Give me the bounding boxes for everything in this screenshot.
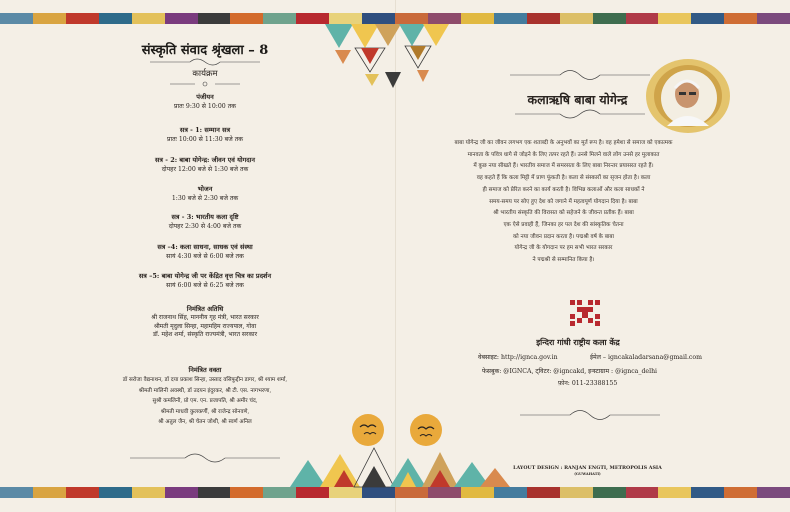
stripe-segment (593, 13, 626, 24)
registration-time: प्रातः 9:30 से 10:00 तक (174, 103, 236, 110)
stripe-segment (132, 487, 165, 498)
stripe-segment (329, 487, 362, 498)
bio-line: को नया जीवन प्रदान करता है। पद्मश्री वर्ष के बाबा (513, 233, 614, 240)
stripe-segment (329, 13, 362, 24)
bio-line: वह कहते हैं कि कला मिट्टी में प्राण फूंकती है। कला से संस्कारों का सृजन होता है। कला (476, 175, 651, 182)
stripe-segment (461, 487, 494, 498)
guest-line: श्रीमती मृदुला सिन्हा, महामहिम राज्यपाल, गोवा (153, 322, 257, 330)
speaker-line: सुश्री कमलिनी, प्रो एम. एन. प्रजापति, श्री अमीर चंद, (152, 398, 258, 404)
stripe-segment (527, 487, 560, 498)
stripe-segment (494, 487, 527, 498)
speakers-heading: निमंत्रित वक्ता (188, 366, 222, 374)
session-label: सत्र –5: बाबा योगेन्द्र जी पर केंद्रित वृत्त चित्र का प्रदर्शन (138, 272, 272, 280)
layout-credit-place: (GUWAHATI) (574, 472, 601, 476)
session-time: 1:30 बजे से 2:30 बजे तक (171, 195, 239, 202)
session-1 (95, 126, 315, 144)
triangle-pattern-top (325, 24, 455, 104)
stripe-segment (428, 13, 461, 24)
stripe-segment (132, 13, 165, 24)
bottom-stripe-border (0, 487, 790, 498)
stripe-segment (165, 13, 198, 24)
stripe-segment (626, 13, 659, 24)
session-time: सायं 6:00 बजे से 6:25 बजे तक (166, 282, 244, 289)
stripe-segment (527, 13, 560, 24)
program-heading: कार्यक्रम (192, 69, 218, 79)
session-2 (95, 156, 315, 174)
triangle-pattern-bottom (290, 440, 510, 487)
stripe-segment (230, 487, 263, 498)
bio-line: मानवता के पवित्र धागे से जोड़ने के लिए तत्पर रहते हैं। उनसे मिलने वाले लोग उनसे हर मुलाकात (467, 151, 660, 158)
stripe-segment (658, 13, 691, 24)
stripe-segment (658, 487, 691, 498)
right-bottom-ornament (520, 408, 660, 422)
speaker-line: श्रीमती माधवी कुलकर्णी, श्री राजेन्द्र सोनवणे, (160, 408, 250, 415)
stripe-segment (33, 487, 66, 498)
title-ornament (150, 57, 260, 67)
session-label: सत्र - 2: बाबा योगेन्द्र: जीवन एवं योगदान (155, 156, 255, 164)
title-ornament-bottom (515, 108, 645, 120)
phone-number: फ़ोन: 011-23388155 (558, 380, 618, 387)
stripe-segment (691, 487, 724, 498)
session-3 (95, 213, 315, 231)
guest-line: डॉ. महेश शर्मा, संस्कृति राज्यमंत्री, भारत सरकार (152, 331, 258, 338)
artist-name-title: कलाऋषि बाबा योगेन्द्र (527, 92, 628, 107)
stripe-segment (0, 487, 33, 498)
guests-block (95, 305, 315, 340)
bio-line: ने पद्मश्री से सम्मानित किया है। (532, 257, 595, 264)
stripe-segment (165, 487, 198, 498)
session-5 (80, 272, 330, 290)
institution-name: इन्दिरा गांधी राष्ट्रीय कला केंद्र (536, 337, 620, 347)
title-ornament-top (510, 68, 650, 82)
bio-line: श्री भारतीय संस्कृति की विरासत को सहेजने के जीवन्त प्रतीक हैं। बाबा (493, 210, 634, 217)
stripe-segment (362, 487, 395, 498)
bio-line: एक ऐसे प्रवाही हैं, जिनका हर पल देश की सांस्कृतिक चेतना (503, 221, 624, 228)
stripe-segment (560, 13, 593, 24)
session-label: सत्र - 1: सम्मान सत्र (179, 126, 231, 134)
email-link[interactable]: ईमेल – igncakaladarsana@gmail.com (590, 354, 702, 361)
stripe-segment (395, 13, 428, 24)
portrait-photo (645, 58, 731, 134)
stripe-segment (33, 13, 66, 24)
session-time: सायं 4:30 बजे से 6:00 बजे तक (166, 253, 244, 260)
guests-heading: निमंत्रित अतिथि (186, 305, 224, 313)
bio-line: समय-समय पर सोए हुए देश को जगाने में महत्वपूर्ण योगदान दिया है। बाबा (489, 198, 638, 205)
bio-line: में कुछ नया सीखते हैं। भारतीय समाज में समरसता के लिए बाबा निरन्तर प्रयासरत रहते हैं। (473, 163, 654, 170)
session-label: सत्र - 3: भारतीय कला दृष्टि (171, 213, 239, 221)
stripe-segment (263, 13, 296, 24)
stripe-segment (263, 487, 296, 498)
layout-credit: LAYOUT DESIGN : RANJAN ENGTI, METROPOLIS ASIA (513, 465, 662, 471)
stripe-segment (461, 13, 494, 24)
stripe-segment (230, 13, 263, 24)
stripe-segment (560, 487, 593, 498)
program-ornament (170, 80, 240, 88)
stripe-segment (296, 487, 329, 498)
speakers-block (75, 366, 335, 428)
session-time: दोपहर 12:00 बजे से 1:30 बजे तक (161, 166, 249, 173)
stripe-segment (757, 487, 790, 498)
stripe-segment (362, 13, 395, 24)
stripe-segment (296, 13, 329, 24)
social-handles[interactable]: फेसबुक: @IGNCA, ट्विटर: @igncakd, इन्स्टाग्राम : @ignca_delhi (482, 368, 658, 375)
left-bottom-ornament (130, 452, 280, 464)
session-label: सत्र –4: कला साधना, साधक एवं संस्था (157, 243, 253, 251)
stripe-segment (428, 487, 461, 498)
biography-text (436, 138, 691, 267)
registration-block (95, 93, 315, 111)
stripe-segment (395, 487, 428, 498)
ignca-logo-icon (568, 298, 602, 328)
stripe-segment (66, 13, 99, 24)
stripe-segment (724, 487, 757, 498)
stripe-segment (198, 487, 231, 498)
session-time: दोपहर 2:30 से 4:00 बजे तक (168, 223, 242, 230)
lunch-block (95, 185, 315, 203)
series-title: संस्कृति संवाद श्रृंखला – 8 (141, 43, 269, 58)
stripe-segment (691, 13, 724, 24)
stripe-segment (0, 13, 33, 24)
stripe-segment (757, 13, 790, 24)
top-stripe-border (0, 13, 790, 24)
stripe-segment (494, 13, 527, 24)
session-label: भोजन (197, 185, 213, 193)
stripe-segment (593, 487, 626, 498)
session-4 (95, 243, 315, 261)
stripe-segment (66, 487, 99, 498)
speaker-line: श्री अतुल जैन, श्री चेतन जोशी, श्री स्वर्ण अनिल (158, 419, 252, 425)
bio-line: बाबा योगेन्द्र जी का जीवन लगभग एक शताब्दी के अनुभवों का मूर्त रूप है। वह हमेशा से समाज को एकात्मक (454, 140, 673, 146)
website-link[interactable]: वेबसाइट: http://ignca.gov.in (478, 354, 558, 361)
speaker-line: श्रीमती मालिनी अवस्थी, डॉ उदयन इंदुरकर, श्री टी. एस. नागभरणा, (138, 387, 272, 394)
registration-label: पंजीयन (196, 93, 214, 101)
stripe-segment (626, 487, 659, 498)
bio-line: योगेन्द्र जी के योगदान पर हम सभी भारत सरकार (514, 245, 613, 252)
stripe-segment (99, 13, 132, 24)
session-time: प्रातः 10:00 से 11:30 बजे तक (167, 136, 243, 143)
speaker-line: डॉ सरोजा वैद्यनाथन, डॉ दया प्रकाश सिन्हा, उस्ताद वसिफुद्दीन डागर, श्री श्याम शर्मा, (122, 377, 288, 383)
stripe-segment (198, 13, 231, 24)
bio-line: ही समाज को प्रेरित करने का कार्य करती है। विभिन्न कलाओं और कला साधकों ने (482, 186, 645, 193)
stripe-segment (99, 487, 132, 498)
stripe-segment (724, 13, 757, 24)
guest-line: श्री राजनाथ सिंह, माननीय गृह मंत्री, भारत सरकार (151, 314, 259, 321)
